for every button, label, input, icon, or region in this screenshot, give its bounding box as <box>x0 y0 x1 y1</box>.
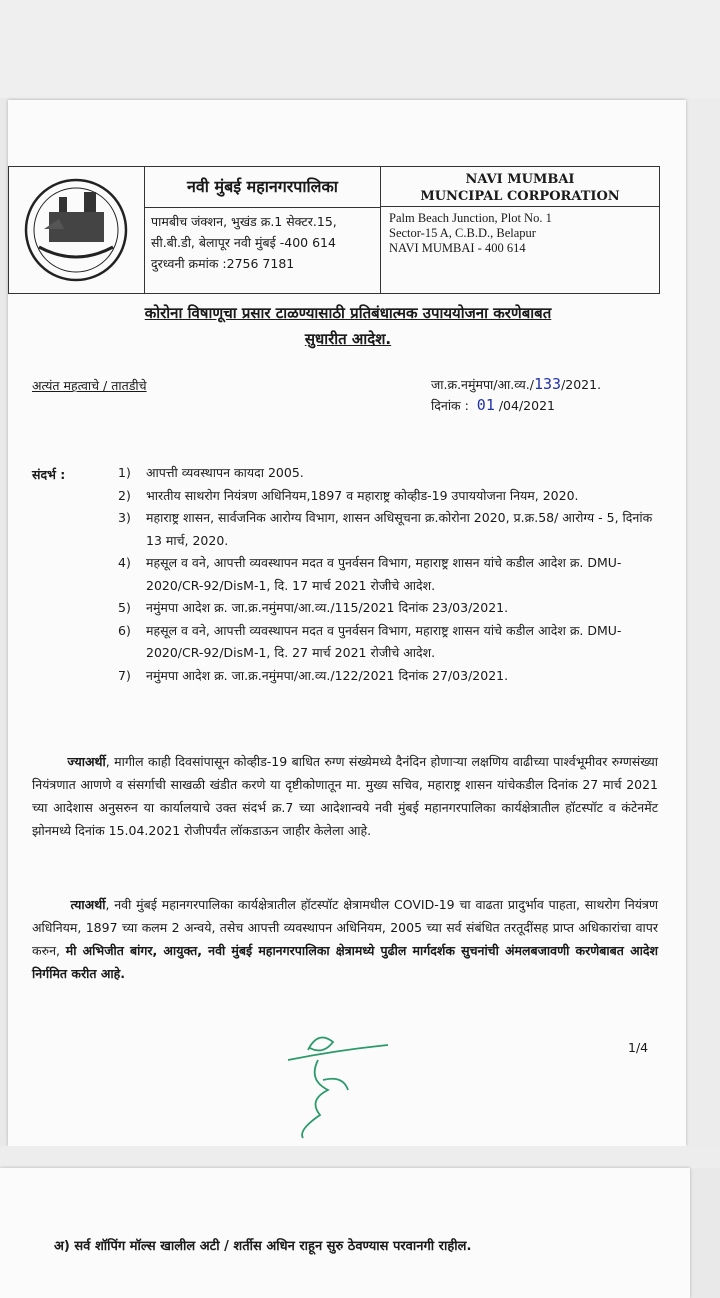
address-english: Palm Beach Junction, Plot No. 1 Sector-15 A, C.B.D., Belapur NAVI MUMBAI - 400 614 <box>389 211 552 255</box>
list-item: 1) आपत्ती व्यवस्थापन कायदा 2005. <box>118 465 304 480</box>
urgent-label: अत्यंत महत्वाचे / तातडीचे <box>32 378 147 393</box>
org-name-english: NAVI MUMBAI MUNCIPAL CORPORATION <box>381 167 659 207</box>
reference-number-block: जा.क्र.नमुंमपा/आ.व्य./133/2021. दिनांक : 01 /04/2021 <box>431 375 602 414</box>
references-label: संदर्भ : <box>32 467 66 482</box>
address-marathi: पामबीच जंक्शन, भुखंड क्र.1 सेक्टर.15, सी.बी.डी, बेलापूर नवी मुंबई -400 614 दुरध्वनी क्रमांक :2756 7181 <box>151 214 337 271</box>
order-title: कोरोना विषाणूचा प्रसार टाळण्यासाठी प्रतिबंधात्मक उपाययोजना करणेबाबत सुधारीत आदेश. <box>144 304 552 348</box>
page-gap <box>0 1146 720 1168</box>
list-item: 2) भारतीय साथरोग नियंत्रण अधिनियम,1897 व महाराष्ट्र कोव्हीड-19 उपाययोजना नियम, 2020. <box>118 487 579 503</box>
list-item: 3) महाराष्ट्र शासन, सार्वजनिक आरोग्य विभाग, शासन अधिसूचना क्र.कोरोना 2020, प्र.क्र.58/ आरोग्य - 5, दिनांक 13 मार्च, 2020. <box>118 510 653 548</box>
page2-first-line: अ) सर्व शॉपिंग मॉल्स खालील अटी / शर्तीस अधिन राहून सुरु ठेवण्यास परवानगी राहील. <box>54 1239 472 1254</box>
viewer-right-margin <box>686 98 720 1168</box>
handwritten-order-number: 133 <box>533 375 562 393</box>
page-number: 1/4 <box>628 1040 649 1055</box>
references-list <box>118 462 658 687</box>
seal-emblem-icon <box>9 167 144 293</box>
paragraph-whereas-1: ज्याअर्थी, मागील काही दिवसांपासून कोव्हीड-19 बाधित रुग्ण संख्येमध्ये दैनंदिन होणाऱ्या लक्षणिय वाढीच्या पार्श्वभूमीवर रुग्णसंख्या नियंत्रणात आणणे व संसर्गाची साखळी खंडीत करणे या दृष्टीकोणातून मा. मुख्य सचिव, महाराष्ट्र शासन यांचेकडील दिनांक 27 मार्च 2021 च्या आदेशास अनुसरुन या कार्यालयाचे उक्त संदर्भ क्र.7 च्या आदेशान्वये नवी मुंबई महानगरपालिका कार्यक्षेत्रातील हॉटस्पॉट व कंटेनमेंट झोनमध्ये दिनांक 15.04.2021 रोजीपर्यंत लॉकडाऊन जाहीर केलेला आहे. <box>32 754 658 838</box>
document-page-1 <box>8 100 686 1146</box>
list-item: 7) नमुंमपा आदेश क्र. जा.क्र.नमुंमपा/आ.व्य./122/2021 दिनांक 27/03/2021. <box>118 667 509 683</box>
paragraph-whereas-2: त्याअर्थी, नवी मुंबई महानगरपालिका कार्यक्षेत्रातील हॉटस्पॉट क्षेत्रामधील COVID-19 चा वाढता प्रादुर्भाव पाहता, साथरोग नियंत्रण अधिनियम, 1897 च्या कलम 2 अन्वये, तसेच आपत्ती व्यवस्थापन अधिनियम, 2005 च्या सर्व संबंधित तरतूदींसह प्राप्त अधिकारांचा वापर करुन, मी अभिजीत बांगर, आयुक्त, नवी मुंबई महानगरपालिका क्षेत्रामध्ये पुढील मार्गदर्शक सुचनांची अंमलबजावणी करणेबाबत आदेश निर्गमित करीत आहे. <box>32 897 658 981</box>
list-item: 6) महसूल व वने, आपत्ती व्यवस्थापन मदत व पुनर्वसन विभाग, महाराष्ट्र शासन यांचे कडील आदेश क्र. DMU-2020/CR-92/DisM-1, दि. 27 मार्च 2021 रोजीचे आदेश. <box>118 622 622 660</box>
handwritten-date-day: 01 <box>476 396 495 414</box>
letterhead <box>8 166 660 294</box>
viewer-top-area <box>0 0 720 98</box>
handwritten-signature <box>248 1020 388 1140</box>
corporation-seal-logo <box>9 167 145 293</box>
page2-cut-off-line <box>20 1268 420 1280</box>
list-item: 5) नमुंमपा आदेश क्र. जा.क्र.नमुंमपा/आ.व्य./115/2021 दिनांक 23/03/2021. <box>118 600 509 615</box>
org-name-marathi: नवी मुंबई महानगरपालिका <box>145 167 380 208</box>
list-item: 4) महसूल व वने, आपत्ती व्यवस्थापन मदत व पुनर्वसन विभाग, महाराष्ट्र शासन यांचे कडील आदेश क्र. DMU-2020/CR-92/DisM-1, दि. 17 मार्च 2021 रोजीचे आदेश. <box>118 555 622 593</box>
